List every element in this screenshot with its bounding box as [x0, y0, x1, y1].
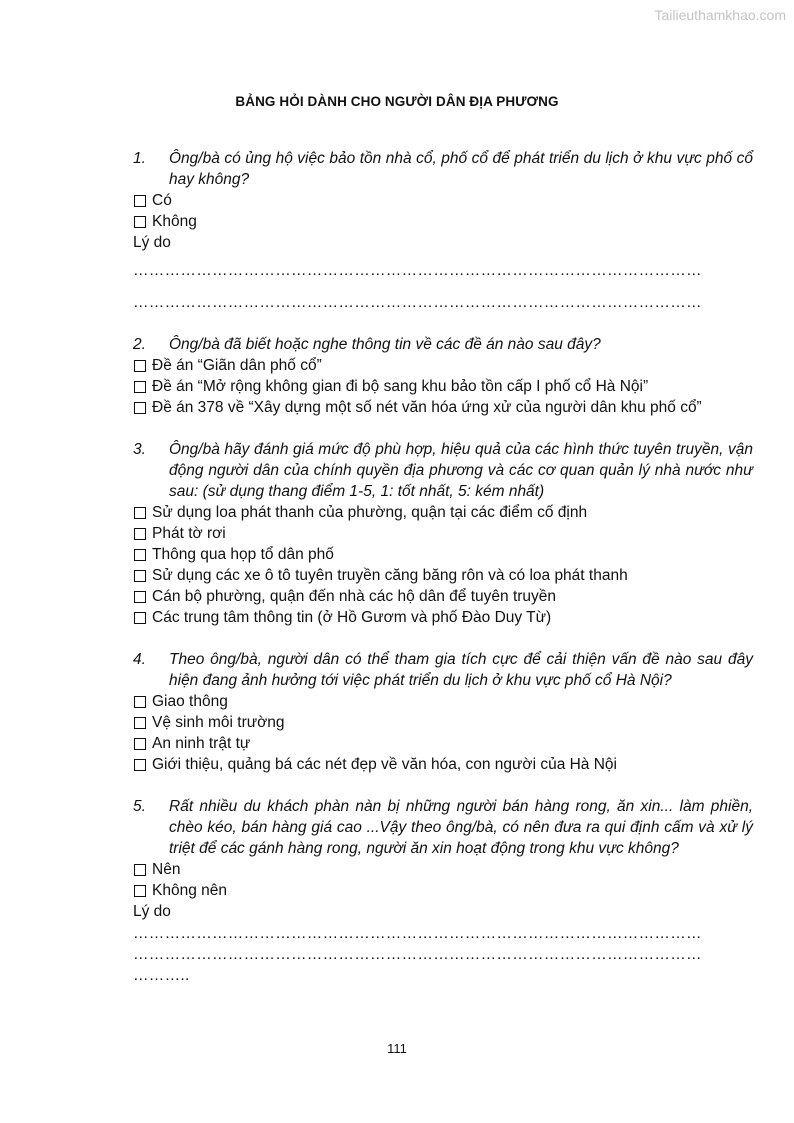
option-trung-tam-thong-tin[interactable] — [133, 607, 753, 628]
option-khong-nen[interactable] — [133, 880, 753, 901]
checkbox-icon[interactable] — [134, 381, 146, 393]
checkbox-icon[interactable] — [134, 591, 146, 603]
questionnaire — [133, 148, 753, 1007]
option-label: Phát tờ rơi — [152, 525, 226, 542]
page-title: BẢNG HỎI DÀNH CHO NGƯỜI DÂN ĐỊA PHƯƠNG — [235, 94, 559, 109]
option-label: Đề án “Mở rộng không gian đi bộ sang khu bảo tồn cấp I phố cổ Hà Nội” — [152, 378, 649, 395]
option-label: Đề án “Giãn dân phố cổ” — [152, 357, 322, 374]
option-label: Thông qua họp tổ dân phố — [152, 546, 334, 563]
checkbox-icon[interactable] — [134, 759, 146, 771]
option-label: Vệ sinh môi trường — [152, 714, 285, 731]
option-label: Sử dụng loa phát thanh của phường, quận tại các điểm cố định — [152, 504, 588, 521]
option-label: Giao thông — [152, 693, 228, 710]
checkbox-icon[interactable] — [134, 507, 146, 519]
option-label: Không nên — [152, 882, 227, 899]
option-label: Không — [152, 213, 197, 230]
option-nen[interactable] — [133, 859, 753, 880]
question-5 — [133, 796, 753, 986]
option-ve-sinh[interactable] — [133, 712, 753, 733]
option-label: Giới thiệu, quảng bá các nét đẹp về văn hóa, con người của Hà Nội — [152, 756, 617, 773]
question-text: Ông/bà có ủng hộ việc bảo tồn nhà cổ, phố cổ để phát triển du lịch ở khu vực phố cổ hay không? — [169, 150, 753, 188]
option-co[interactable] — [133, 190, 753, 211]
option-loa-phat-thanh[interactable] — [133, 502, 753, 523]
question-text: Ông/bà đã biết hoặc nghe thông tin về các đề án nào sau đây? — [169, 336, 601, 353]
answer-line[interactable]: ……………………………………………………………………………………………… — [133, 946, 702, 963]
option-label: Có — [152, 192, 172, 209]
option-label: Các trung tâm thông tin (ở Hồ Gươm và phố Đào Duy Từ) — [152, 609, 552, 626]
checkbox-icon[interactable] — [134, 717, 146, 729]
option-to-roi[interactable] — [133, 523, 753, 544]
option-gian-dan[interactable] — [133, 355, 753, 376]
question-text: Ông/bà hãy đánh giá mức độ phù hợp, hiệu quả của các hình thức tuyên truyền, vận động người dân của chính quyền địa phương và các cơ quan quản lý nhà nước như sau: (sử dụng thang điểm 1-5, 1: tốt nhất, 5: kém nhất) — [169, 441, 753, 500]
reason-label: Lý do — [133, 903, 171, 920]
option-label: Sử dụng các xe ô tô tuyên truyền căng băng rôn và có loa phát thanh — [152, 567, 628, 584]
option-label: An ninh trật tự — [152, 735, 251, 752]
question-number: 1. — [133, 150, 146, 167]
option-hop-to-dan-pho[interactable] — [133, 544, 753, 565]
option-giao-thong[interactable] — [133, 691, 753, 712]
answer-line[interactable]: ……………………………………………………………………………………………… — [133, 262, 702, 279]
page-number: 111 — [387, 1041, 407, 1056]
option-xe-o-to[interactable] — [133, 565, 753, 586]
option-can-bo-den-nha[interactable] — [133, 586, 753, 607]
answer-line[interactable]: ……………………………………………………………………………………………… — [133, 294, 702, 311]
option-label: Nên — [152, 861, 181, 878]
option-de-an-378[interactable] — [133, 397, 753, 418]
question-number: 2. — [133, 336, 146, 353]
question-number: 5. — [133, 798, 146, 815]
checkbox-icon[interactable] — [134, 738, 146, 750]
option-khong[interactable] — [133, 211, 753, 232]
question-2 — [133, 334, 753, 418]
watermark: Tailieuthamkhao.com — [654, 7, 786, 23]
checkbox-icon[interactable] — [134, 402, 146, 414]
checkbox-icon[interactable] — [134, 216, 146, 228]
answer-line[interactable]: ……………………………………………………………………………………………… — [133, 925, 702, 942]
question-text: Rất nhiều du khách phàn nàn bị những người bán hàng rong, ăn xin... làm phiền, chèo kéo, bán hàng giá cao ...Vậy theo ông/bà, có nên đưa ra qui định cấm và xử lý triệt để các gánh hàng rong, người ăn xin hoạt động trong khu vực không? — [169, 798, 753, 857]
checkbox-icon[interactable] — [134, 360, 146, 372]
answer-line[interactable]: ……….. — [133, 967, 190, 984]
checkbox-icon[interactable] — [134, 864, 146, 876]
checkbox-icon[interactable] — [134, 885, 146, 897]
question-4 — [133, 649, 753, 775]
question-3 — [133, 439, 753, 628]
checkbox-icon[interactable] — [134, 528, 146, 540]
option-label: Đề án 378 về “Xây dựng một số nét văn hóa ứng xử của người dân khu phố cổ” — [152, 399, 702, 416]
checkbox-icon[interactable] — [134, 195, 146, 207]
question-text: Theo ông/bà, người dân có thể tham gia tích cực để cải thiện vấn đề nào sau đây hiện đang ảnh hưởng tới việc phát triển du lịch ở khu vực phố cổ Hà Nội? — [169, 651, 753, 689]
checkbox-icon[interactable] — [134, 549, 146, 561]
question-number: 4. — [133, 651, 146, 668]
question-number: 3. — [133, 441, 146, 458]
question-1 — [133, 148, 753, 313]
checkbox-icon[interactable] — [134, 612, 146, 624]
reason-label: Lý do — [133, 234, 171, 251]
option-an-ninh[interactable] — [133, 733, 753, 754]
checkbox-icon[interactable] — [134, 570, 146, 582]
option-label: Cán bộ phường, quận đến nhà các hộ dân để tuyên truyền — [152, 588, 557, 605]
checkbox-icon[interactable] — [134, 696, 146, 708]
option-mo-rong-di-bo[interactable] — [133, 376, 753, 397]
option-quang-ba[interactable] — [133, 754, 753, 775]
